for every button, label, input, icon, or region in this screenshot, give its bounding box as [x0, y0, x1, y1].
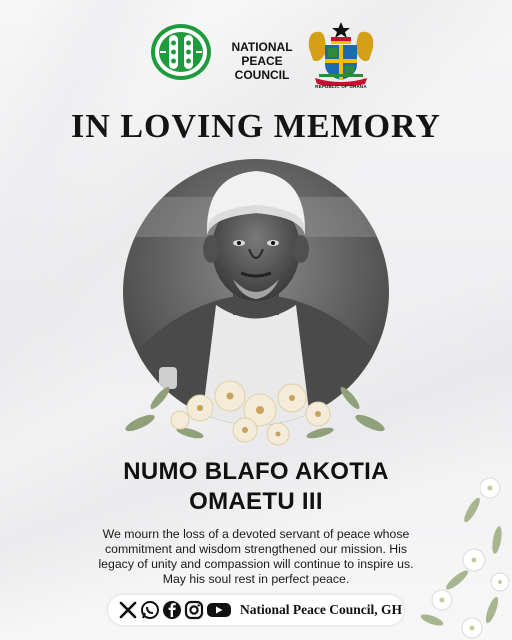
- instagram-icon[interactable]: [184, 600, 204, 620]
- coat-caption: REPUBLIC OF GHANA: [315, 84, 367, 89]
- org-name-line1: NATIONAL PEACE: [231, 40, 293, 68]
- whatsapp-icon[interactable]: [140, 600, 160, 620]
- org-name: [212, 40, 312, 82]
- org-name-line2: COUNCIL: [234, 68, 290, 82]
- youtube-icon[interactable]: [206, 600, 232, 620]
- message-line: commitment and wisdom strengthened our mission. His: [104, 542, 408, 556]
- deceased-name-line1: NUMO BLAFO AKOTIA: [123, 458, 389, 485]
- ghana-coat-of-arms-icon: [305, 20, 377, 86]
- message-line: We mourn the loss of a devoted servant of peace whose: [102, 527, 410, 541]
- message-line: May his soul rest in perfect peace.: [162, 572, 350, 586]
- social-footer: [108, 595, 404, 625]
- page-title: IN LOVING MEMORY: [71, 108, 441, 145]
- message-line: legacy of unity and compassion will continue to inspire us.: [98, 557, 414, 571]
- national-peace-council-logo: [150, 22, 212, 82]
- header-logos: [0, 20, 512, 90]
- x-icon[interactable]: [118, 600, 138, 620]
- deceased-name-line2: OMAETU III: [189, 488, 323, 515]
- social-handle[interactable]: National Peace Council, GH: [240, 602, 402, 617]
- corner-flowers: [402, 470, 512, 640]
- tribute-message: [60, 527, 452, 587]
- flower-garland: [120, 368, 390, 458]
- facebook-icon[interactable]: [162, 600, 182, 620]
